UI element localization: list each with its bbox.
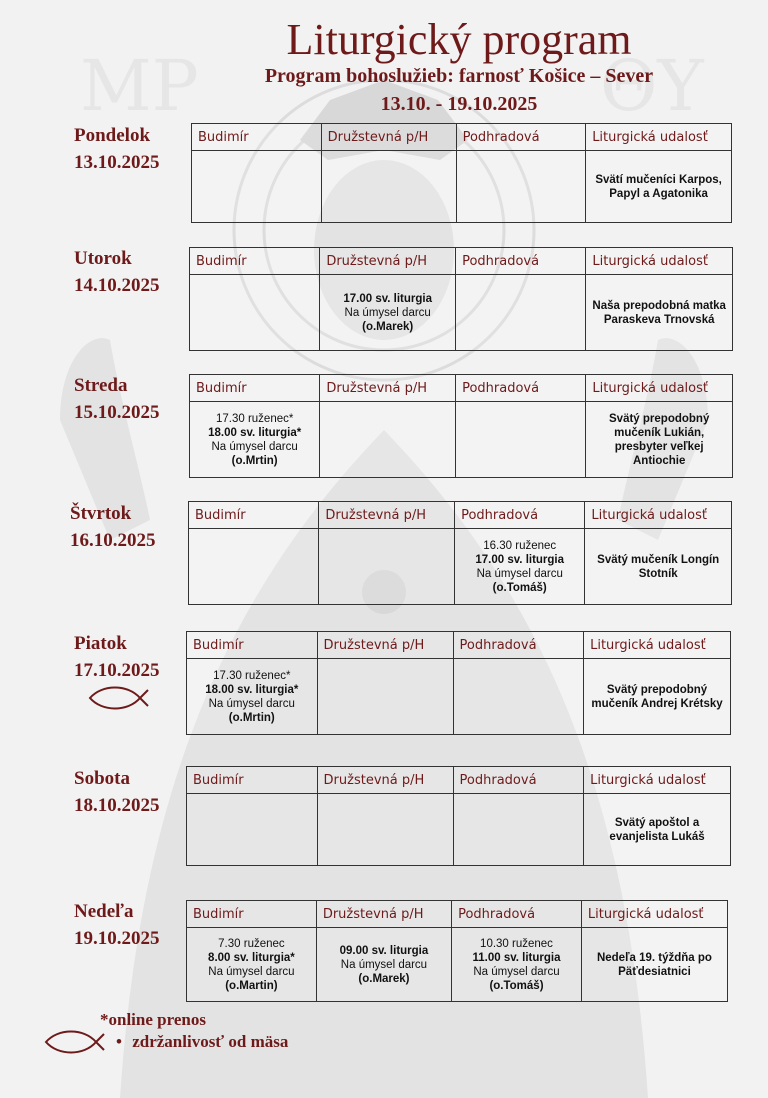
table-row [189,529,732,605]
service-line: (o.Tomáš) [492,581,547,594]
day-label-sunday [74,898,160,952]
day-name: Sobota [74,768,130,789]
column-header: Podhradová [452,901,582,928]
column-header: Budimír [187,632,318,659]
service-line: Na úmysel darcu [476,567,563,580]
column-header: Budimír [187,767,318,794]
service-line: (o.Martin) [225,979,278,992]
column-header: Družstevná p/H [317,632,453,659]
cell-druzstevna [317,794,453,866]
cell-liturgical-event: Svätí mučeníci Karpos, Papyl a Agatonika [586,151,732,223]
table-header-row [190,375,733,402]
cell-podhradova [456,151,586,223]
footer-online-note: *online prenos [100,1010,206,1029]
table-header-row [189,502,732,529]
cell-druzstevna [320,402,456,478]
table-row [187,928,728,1002]
service-line: 17.30 ruženec* [213,669,291,682]
column-header: Družstevná p/H [316,901,451,928]
column-header: Podhradová [453,767,584,794]
column-header: Družstevná p/H [319,502,455,529]
day-label-tuesday [74,245,160,299]
cell-druzstevna [317,659,453,735]
column-header: Budimír [190,248,320,275]
column-header: Liturgická udalosť [584,767,731,794]
schedule-table-thursday [188,501,732,605]
cell-budimir [187,928,317,1002]
cell-druzstevna [319,529,455,605]
day-label-friday [74,630,160,684]
service-line: Na úmysel darcu [344,306,431,319]
service-line: (o.Marek) [362,320,414,333]
cell-liturgical-event: Svätý apoštol a evanjelista Lukáš [584,794,731,866]
cell-budimir [189,529,319,605]
cell-podhradova [456,275,586,351]
cell-druzstevna [321,151,456,223]
cell-liturgical-event: Naša prepodobná matka Paraskeva Trnovská [586,275,733,351]
column-header: Budimír [187,901,317,928]
cell-druzstevna [320,275,456,351]
table-row [190,275,733,351]
date-range: 13.10. - 19.10.2025 [380,93,538,115]
service-line: 17.00 sv. liturgia [343,292,432,305]
day-label-monday [74,122,160,176]
column-header: Liturgická udalosť [586,248,733,275]
table-header-row [192,124,732,151]
cell-podhradova [453,659,584,735]
day-date: 16.10.2025 [70,530,156,551]
column-header: Budimír [189,502,319,529]
day-label-wednesday [74,372,160,426]
table-row [187,659,731,735]
schedule-table-friday [186,631,731,735]
cell-podhradova [456,402,586,478]
cell-budimir [187,794,318,866]
table-header-row [190,248,733,275]
service-line: Na úmysel darcu [211,440,298,453]
page-title: Liturgický program [286,15,632,64]
service-line: Na úmysel darcu [473,965,560,978]
table-header-row [187,632,731,659]
service-line: 18.00 sv. liturgia* [205,683,299,696]
schedule-table-sunday [186,900,728,1002]
day-name: Nedeľa [74,901,134,922]
cell-liturgical-event: Svätý mučeník Longín Stotník [585,529,732,605]
cell-budimir [190,275,320,351]
cell-budimir [192,151,322,223]
column-header: Budimír [192,124,322,151]
service-line: Na úmysel darcu [340,958,428,971]
cell-budimir [190,402,320,478]
column-header: Podhradová [456,248,586,275]
column-header: Podhradová [456,375,586,402]
day-date: 14.10.2025 [74,275,160,296]
cell-liturgical-event: Svätý prepodobný mučeník Andrej Krétsky [584,659,731,735]
column-header: Liturgická udalosť [581,901,727,928]
day-name: Utorok [74,248,132,269]
day-name: Štvrtok [70,503,132,524]
service-line: (o.Tomáš) [489,979,544,992]
service-line: Na úmysel darcu [208,965,295,978]
cell-podhradova [452,928,582,1002]
column-header: Družstevná p/H [320,375,456,402]
cell-liturgical-event: Nedeľa 19. týždňa po Päťdesiatnici [581,928,727,1002]
table-row [187,794,731,866]
column-header: Budimír [190,375,320,402]
schedule-table-monday [191,123,732,223]
day-name: Streda [74,375,128,396]
cell-druzstevna [316,928,451,1002]
column-header: Podhradová [453,632,584,659]
service-line: (o.Mrtin) [231,454,278,467]
day-label-saturday [74,765,160,819]
column-header: Liturgická udalosť [586,375,733,402]
service-line: 17.00 sv. liturgia [475,553,565,566]
schedule-table-wednesday [189,374,733,478]
service-line: 09.00 sv. liturgia [339,944,429,957]
column-header: Družstevná p/H [321,124,456,151]
schedule-table-saturday [186,766,731,866]
service-line: 18.00 sv. liturgia* [208,426,302,439]
column-header: Liturgická udalosť [585,502,732,529]
day-date: 19.10.2025 [74,928,160,949]
day-date: 18.10.2025 [74,795,160,816]
table-header-row [187,767,731,794]
day-name: Piatok [74,633,127,654]
cell-podhradova [453,794,584,866]
fish-icon [44,1030,106,1054]
table-header-row [187,901,728,928]
footer-abstinence-note [116,1032,288,1052]
schedule-table-tuesday [189,247,733,351]
footer-abstinence-text: zdržanlivosť od mäsa [132,1032,289,1051]
service-line: (o.Marek) [358,972,410,985]
service-line: 17.30 ruženec* [215,412,294,425]
cell-podhradova [455,529,585,605]
column-header: Podhradová [456,124,586,151]
svg-text:ΜΡ: ΜΡ [80,45,199,127]
cell-liturgical-event: Svätý prepodobný mučeník Lukián, presbyter veľkej Antiochie [586,402,733,478]
column-header: Podhradová [455,502,585,529]
day-date: 17.10.2025 [74,660,160,681]
column-header: Liturgická udalosť [584,632,731,659]
column-header: Liturgická udalosť [586,124,732,151]
day-date: 13.10.2025 [74,152,160,173]
day-label-thursday [70,500,156,554]
service-line: 16.30 ruženec [483,539,557,552]
day-name: Pondelok [74,125,151,146]
service-line: (o.Mrtin) [228,711,275,724]
column-header: Družstevná p/H [317,767,453,794]
service-line: Na úmysel darcu [208,697,295,710]
page-subtitle: Program bohoslužieb: farnosť Košice – Sever [264,65,654,87]
service-line: 10.30 ruženec [480,937,553,950]
table-row [192,151,732,223]
svg-text:ΘΥ: ΘΥ [600,45,704,127]
column-header: Družstevná p/H [320,248,456,275]
service-line: 7.30 ruženec [218,937,285,950]
service-line: 8.00 sv. liturgia* [208,951,295,964]
day-date: 15.10.2025 [74,402,160,423]
service-line: 11.00 sv. liturgia [472,951,561,964]
cell-budimir [187,659,318,735]
bullet-icon: • [116,1032,122,1051]
table-row [190,402,733,478]
fish-icon [88,686,150,710]
